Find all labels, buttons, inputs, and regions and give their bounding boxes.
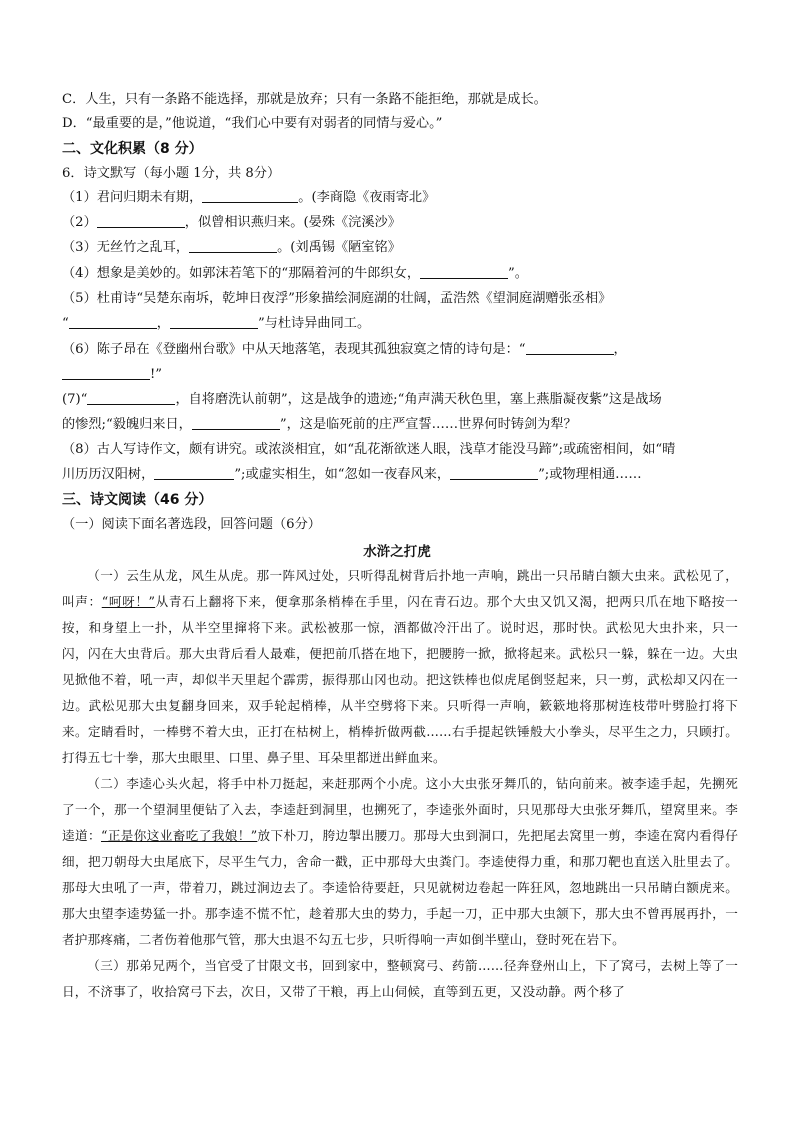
q6-title: 6．诗文默写（每小题 1分，共 8分） bbox=[62, 166, 281, 181]
q6-item-8-line1: （8）古人写诗作文，颇有讲究。或浓淡相宜，如“乱花渐欲迷人眼，浅草才能没马蹄”;或疏密相间，如“晴 bbox=[62, 442, 676, 457]
q6-item-2: （2） ，似曾相识燕归来。(晏殊《浣溪沙》 bbox=[62, 215, 401, 230]
section3-sub: （一）阅读下面名著选段，回答问题（6分） bbox=[62, 517, 321, 532]
q6-item-3: （3）无丝竹之乱耳， 。(刘禹锡《陋室铭》 bbox=[62, 240, 401, 255]
answer-blank[interactable] bbox=[420, 264, 508, 279]
q6-item-4: （4）想象是美妙的。如郭沫若笔下的“那隔着河的牛郎织女， ”。 bbox=[62, 266, 528, 281]
answer-blank[interactable] bbox=[97, 213, 185, 228]
q6-item-1: （1）君问归期未有期， 。(李商隐《夜雨寄北》 bbox=[62, 190, 436, 205]
passage bbox=[62, 563, 738, 1005]
answer-blank[interactable] bbox=[202, 188, 298, 203]
option-c: C．人生，只有一条路不能选择，那就是放弃；只有一条路不能拒绝，那就是成长。 bbox=[62, 92, 547, 107]
option-d: D．“最重要的是，”他说道，“我们心中要有对弱者的同情与爱心。” bbox=[62, 116, 443, 131]
q6-item-7-line1: (7)“ ，自将磨洗认前朝”，这是战争的遗迹;“角声满天秋色里，塞上燕脂凝夜紫”这是战场 bbox=[62, 392, 662, 407]
section2-heading: 二、文化积累（8 分） bbox=[62, 141, 203, 157]
answer-blank[interactable] bbox=[154, 465, 234, 480]
q6-item-7-line2: 的惨烈;“毅魄归来日， ”，这是临死前的庄严宣誓……世界何时铸剑为犁？ bbox=[62, 417, 577, 432]
q6-item-8-line2: 川历历汉阳树， ”;或虚实相生，如“忽如一夜春风来， ”;或物理相通…… bbox=[62, 467, 642, 482]
passage-para-3: （三）那弟兄两个，当官受了甘限文书，回到家中，整顿窝弓、药箭……径奔登州山上，下了窝弓，去树上等了一日，不济事了，收拾窝弓下去，次日，又带了干粮，再上山伺候，直等到五更，又没动静。两个移了 bbox=[62, 958, 738, 999]
passage-para-1: （一）云生从龙，风生从虎。那一阵风过处，只听得乱树背后扑地一声响，跳出一只吊睛白额大虫来。武松见了，叫声：“呵呀！”从青石上翻将下来，便拿那条梢棒在手里，闪在青石边。那个大虫又饥又渴，把两只爪在地下略按一按，和身望上一扑，从半空里撺将下来。武松被那一惊，酒都做冷汗出了。说时迟，那时快。武松见大虫扑来，只一闪，闪在大虫背后。那大虫背后看人最难，便把前爪搭在地下，把腰胯一掀，掀将起来。武松只一躲，躲在一边。大虫见掀他不着，吼一声，却似半天里起个霹雳，振得那山冈也动。把这铁棒也似虎尾倒竖起来，只一剪，武松却又闪在一边。武松见那大虫复翻身回来，双手轮起梢棒，从半空劈将下来。只听得一声响，簌簌地将那树连枝带叶劈脸打将下来。定睛看时，一棒劈不着大虫，正打在枯树上，梢棒折做两截……右手提起铁锤般大小拳头，尽平生之力，只顾打。打得五七十拳，那大虫眼里、口里、鼻子里、耳朵里都迸出鲜血来。 bbox=[62, 568, 738, 765]
answer-blank[interactable] bbox=[189, 238, 277, 253]
answer-blank[interactable] bbox=[62, 365, 150, 380]
answer-blank[interactable] bbox=[69, 314, 157, 329]
answer-blank[interactable] bbox=[170, 314, 258, 329]
q6-item-5-line2: “ ， ”与杜诗异曲同工。 bbox=[62, 316, 371, 331]
answer-blank[interactable] bbox=[87, 390, 175, 405]
q6-item-5-line1: （5）杜甫诗“吴楚东南坼，乾坤日夜浮”形象描绘洞庭湖的壮阔，孟浩然《望洞庭湖赠张丞相》 bbox=[62, 291, 612, 306]
q6-item-6-line2: !” bbox=[62, 363, 738, 387]
answer-blank[interactable] bbox=[526, 340, 614, 355]
q6-item-6-line1: （6）陈子昂在《登幽州台歌》中从天地落笔，表现其孤独寂寞之情的诗句是：“ ， bbox=[62, 342, 627, 357]
passage-title: 水浒之打虎 bbox=[363, 544, 431, 560]
answer-blank[interactable] bbox=[450, 465, 538, 480]
section3-heading: 三、诗文阅读（46 分） bbox=[62, 492, 213, 508]
passage-para-2: （二）李逵心头火起，将手中朴刀挺起，来赶那两个小虎。这小大虫张牙舞爪的，钻向前来。被李逵手起，先搠死了一个，那一个望洞里便钻了入去，李逵赶到洞里，也搠死了，李逵张外面时，只见那母大虫张牙舞爪，望窝里来。李逵道：“正是你这业畜吃了我娘！”放下朴刀，胯边掣出腰刀。那母大虫到洞口，先把尾去窝里一剪，李逵在窝内看得仔细，把刀朝母大虫尾底下，尽平生气力，舍命一戳，正中那母大虫粪门。李逵使得力重，和那刀靶也直送入肚里去了。那母大虫吼了一声，带着刀，跳过涧边去了。李逵恰待要赶，只见就树边卷起一阵狂风，忽地跳出一只吊睛白额虎来。那大虫望李逵势猛一扑。那李逵不慌不忙，趁着那大虫的势力，手起一刀，正中那大虫颔下，那大虫不曾再展再扑，一者护那疼痛，二者伤着他那气管，那大虫退不勾五七步，只听得响一声如倒半壁山，登时死在岩下。 bbox=[62, 776, 738, 947]
answer-blank[interactable] bbox=[192, 415, 280, 430]
